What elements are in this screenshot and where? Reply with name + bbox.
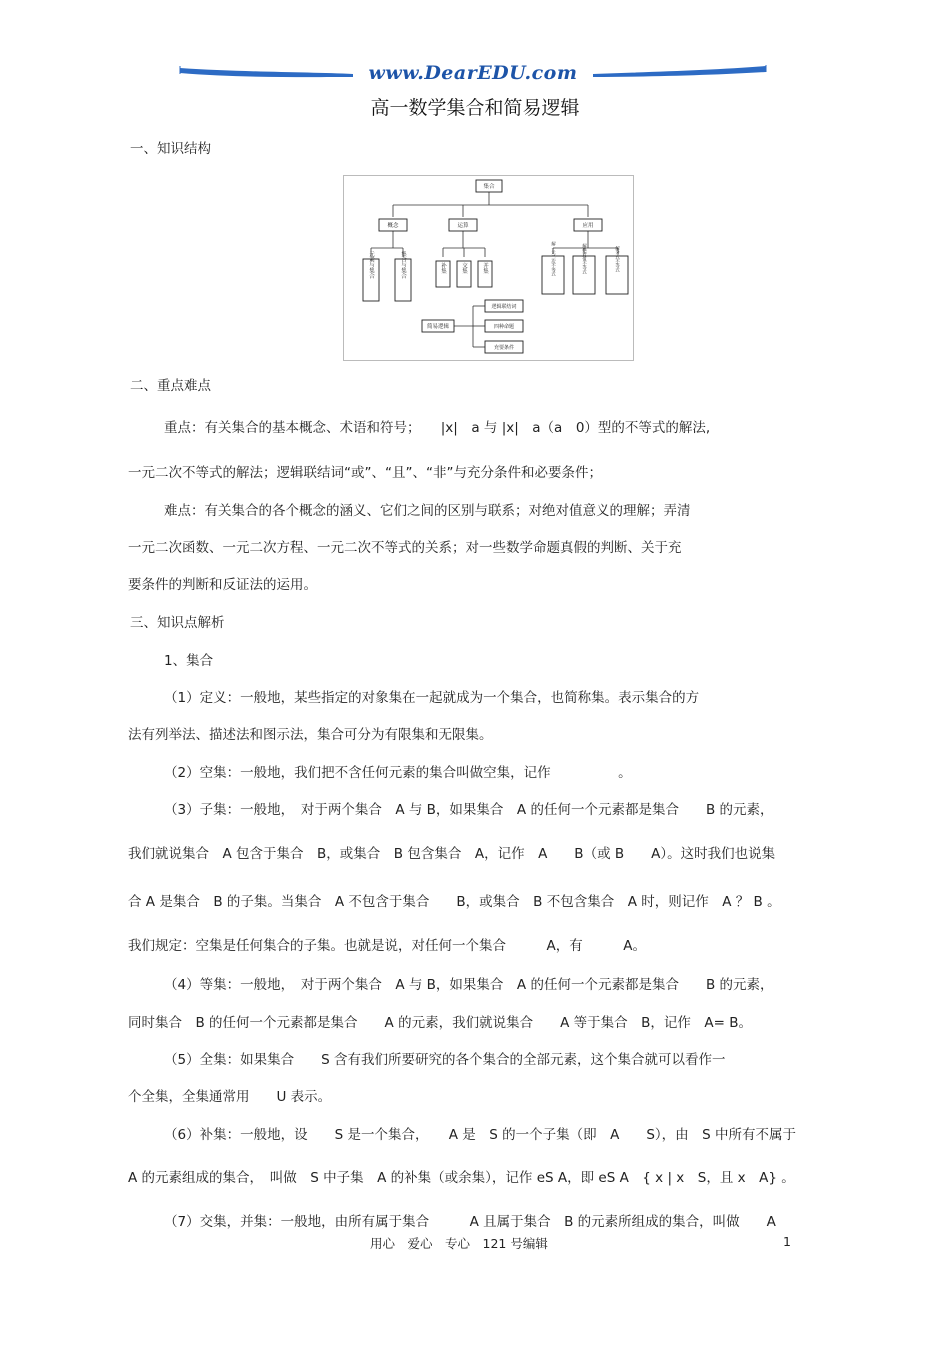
universal-set-line-2: 个全集，全集通常用 U 表示。 [128,1089,332,1105]
subset-line-4: 我们规定：空集是任何集合的子集。也就是说，对任何一个集合 A，有 A。 [128,938,646,954]
key-points-line-1: 重点：有关集合的基本概念、术语和符号； |x| a 与 |x| a（a 0）型的不等式的解法, [164,420,711,436]
definition-line-2: 法有列举法、描述法和图示法，集合可分为有限集和无限集。 [128,727,493,743]
intersection-union-line-1: （7）交集，并集：一般地，由所有属于集合 A 且属于集合 B 的元素所组成的集合，叫做 A [164,1214,776,1230]
page-number: 1 [783,1234,791,1249]
complement-line-2: A 的元素组成的集合， 叫做 S 中子集 A 的补集（或余集），记作 eS A，即 eS A { x | x S，且 x A} 。 [128,1170,795,1186]
empty-set-line: （2）空集：一般地，我们把不含任何元素的集合叫做空集，记作 。 [164,765,632,781]
footer-note: 用心 爱心 专心 121 号编辑 [370,1236,548,1251]
diagram-operation-child-3: 并集 [482,262,488,274]
diagram-operation-label: 运算 [457,223,469,229]
equal-set-line-2: 同时集合 B 的任何一个元素都是集合 A 的元素，我们就说集合 A 等于集合 B，记作 A= B。 [128,1015,752,1031]
complement-line-1: （6）补集：一般地，设 S 是一个集合， A 是 S 的一个子集（即 A S），由 S 中所有不属于 [164,1127,797,1143]
diagram-root-label: 集合 [483,184,495,190]
diagram-operation-child-2: 交集 [461,262,467,274]
difficulties-line-1: 难点：有关集合的各个概念的涵义、它们之间的区别与联系；对绝对值意义的理解；弄清 [164,503,691,519]
diagram-concept-label: 概念 [387,223,399,229]
site-url: www.DearEDU.com [368,62,578,84]
difficulties-line-3: 要条件的判断和反证法的运用。 [128,577,317,593]
section-1-heading: 一、知识结构 [130,141,211,157]
knowledge-structure-diagram [343,175,634,361]
diagram-concept-child-1: 元素与集合 [368,251,374,279]
diagram-application-child-2: 解绝对值不等式 [581,243,587,275]
diagram-application-label: 应用 [582,223,594,229]
diagram-operation-child-1: 补集 [440,262,446,274]
section-2-heading: 二、重点难点 [130,378,211,394]
diagram-logic-root-label: 简易逻辑 [426,324,450,330]
subset-line-1: （3）子集：一般地， 对于两个集合 A 与 B，如果集合 A 的任何一个元素都是集合 B 的元素， [164,802,774,818]
section-3-heading: 三、知识点解析 [130,615,225,631]
diagram-application-child-1: 解一元二次不等式 [550,241,556,277]
page-title: 高一数学集合和简易逻辑 [370,97,580,119]
universal-set-line-1: （5）全集：如果集合 S 含有我们所要研究的各个集合的全部元素，这个集合就可以看作一 [164,1052,726,1068]
subset-line-3: 合 A 是集合 B 的子集。当集合 A 不包含于集合 B，或集合 B 不包含集合 A 时，则记作 A ？ B 。 [128,894,781,910]
subsection-sets-heading: 1、集合 [164,653,214,669]
subset-line-2: 我们就说集合 A 包含于集合 B，或集合 B 包含集合 A，记作 A B（或 B A）。这时我们也说集 [128,846,776,862]
diagram-logic-child-1: 逻辑联结词 [491,304,517,310]
equal-set-line-1: （4）等集：一般地， 对于两个集合 A 与 B，如果集合 A 的任何一个元素都是集合 B 的元素， [164,977,774,993]
definition-line-1: （1）定义：一般地，某些指定的对象集在一起就成为一个集合，也简称集。表示集合的方 [164,690,700,706]
key-points-line-2: 一元二次不等式的解法；逻辑联结词“或”、“且”、“非”与充分条件和必要条件； [128,465,602,481]
diagram-logic-child-2: 四种命题 [493,324,515,330]
site-banner [178,60,768,90]
diagram-logic-child-3: 充要条件 [493,345,515,351]
diagram-concept-child-2: 集合与集合 [400,251,406,279]
diagram-application-child-3: 解分式不等式 [614,246,620,272]
difficulties-line-2: 一元二次函数、一元二次方程、一元二次不等式的关系；对一些数学命题真假的判断、关于充 [128,540,682,556]
